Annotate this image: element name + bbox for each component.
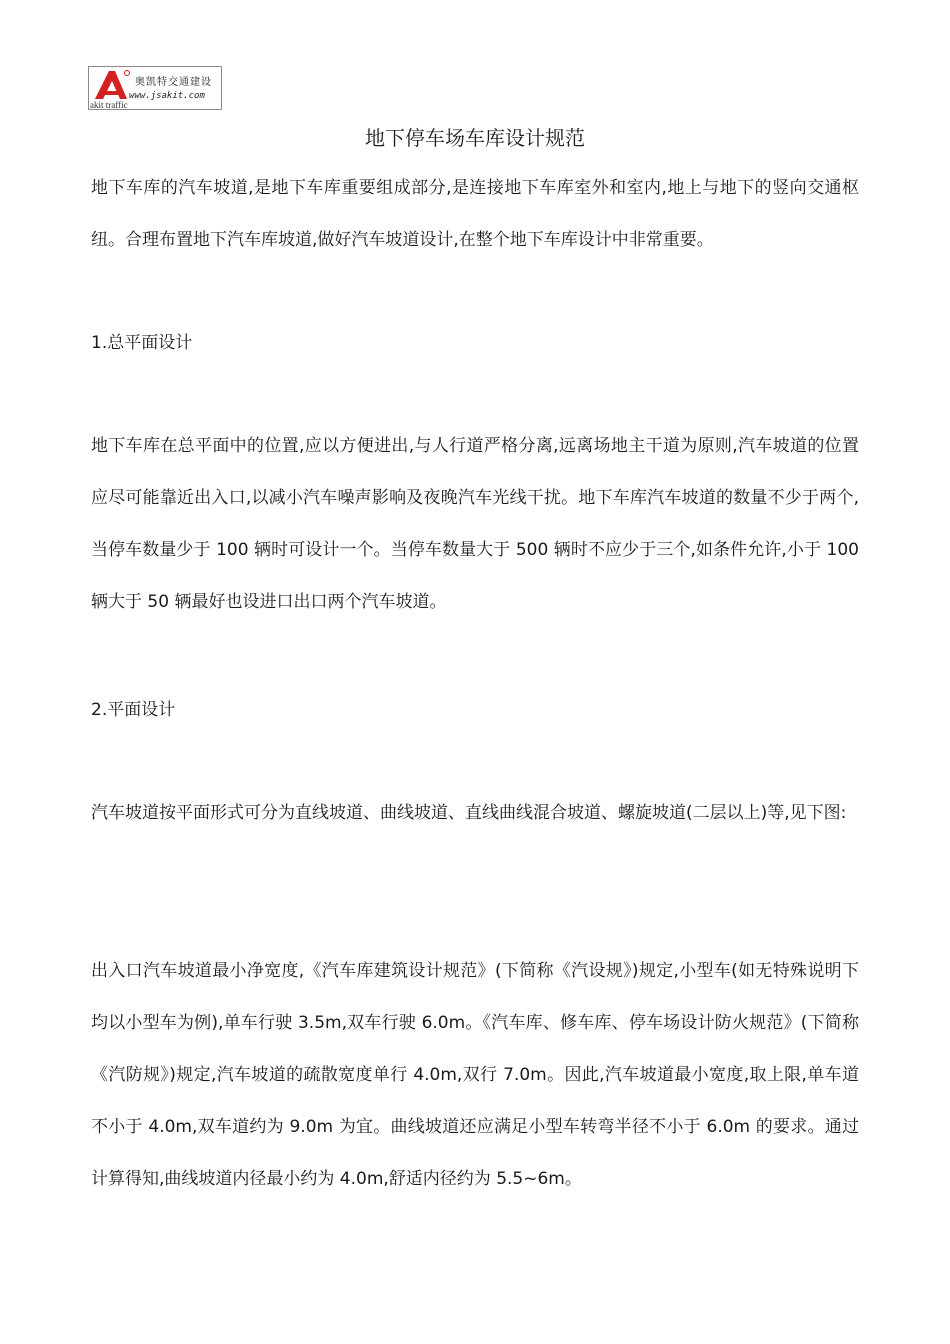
akit-logo-mark-icon (91, 69, 133, 101)
section-2-body-continued: 出入口汽车坡道最小净宽度,《汽车库建筑设计规范》(下简称《汽设规》)规定,小型车(如无特殊说明下均以小型车为例),单车行驶 3.5m,双车行驶 6.0m。《汽车库、修车库、停车场设计防火规范》(下简称《汽防规》)规定,汽车坡道的疏散宽度单行 4.0m,双行 7.0m。因此,汽车坡道最小宽度,取上限,单车道不小于 4.0m,双车道约为 9.0m 为宜。曲线坡道还应满足小型车转弯半径不小于 6.0m 的要求。通过计算得知,曲线坡道内径最小约为 4.0m,舒适内径约为 5.5~6m。 (91, 961, 859, 1189)
section-1-body: 地下车库在总平面中的位置,应以方便进出,与人行道严格分离,远离场地主干道为原则,汽车坡道的位置应尽可能靠近出入口,以减小汽车噪声影响及夜晚汽车光线干扰。地下车库汽车坡道的数量不少于两个,当停车数量少于 100 辆时可设计一个。当停车数量大于 500 辆时不应少于三个,如条件允许,小于 100 辆大于 50 辆最好也设进口出口两个汽车坡道。 (91, 436, 859, 612)
logo-company-name: 奥凯特交通建设 (135, 77, 212, 88)
company-logo (88, 66, 222, 110)
logo-brand-name: akit traffic (90, 100, 128, 110)
intro-paragraph: 地下车库的汽车坡道,是地下车库重要组成部分,是连接地下车库室外和室内,地上与地下的竖向交通枢纽。合理布置地下汽车库坡道,做好汽车坡道设计,在整个地下车库设计中非常重要。 (91, 178, 859, 250)
section-2-heading: 2.平面设计 (91, 700, 176, 720)
logo-url: www.jsakit.com (129, 91, 205, 101)
section-1-heading: 1.总平面设计 (91, 333, 193, 353)
document-title: 地下停车场车库设计规范 (365, 126, 585, 150)
section-2-body: 汽车坡道按平面形式可分为直线坡道、曲线坡道、直线曲线混合坡道、螺旋坡道(二层以上)等,见下图: (91, 803, 847, 823)
